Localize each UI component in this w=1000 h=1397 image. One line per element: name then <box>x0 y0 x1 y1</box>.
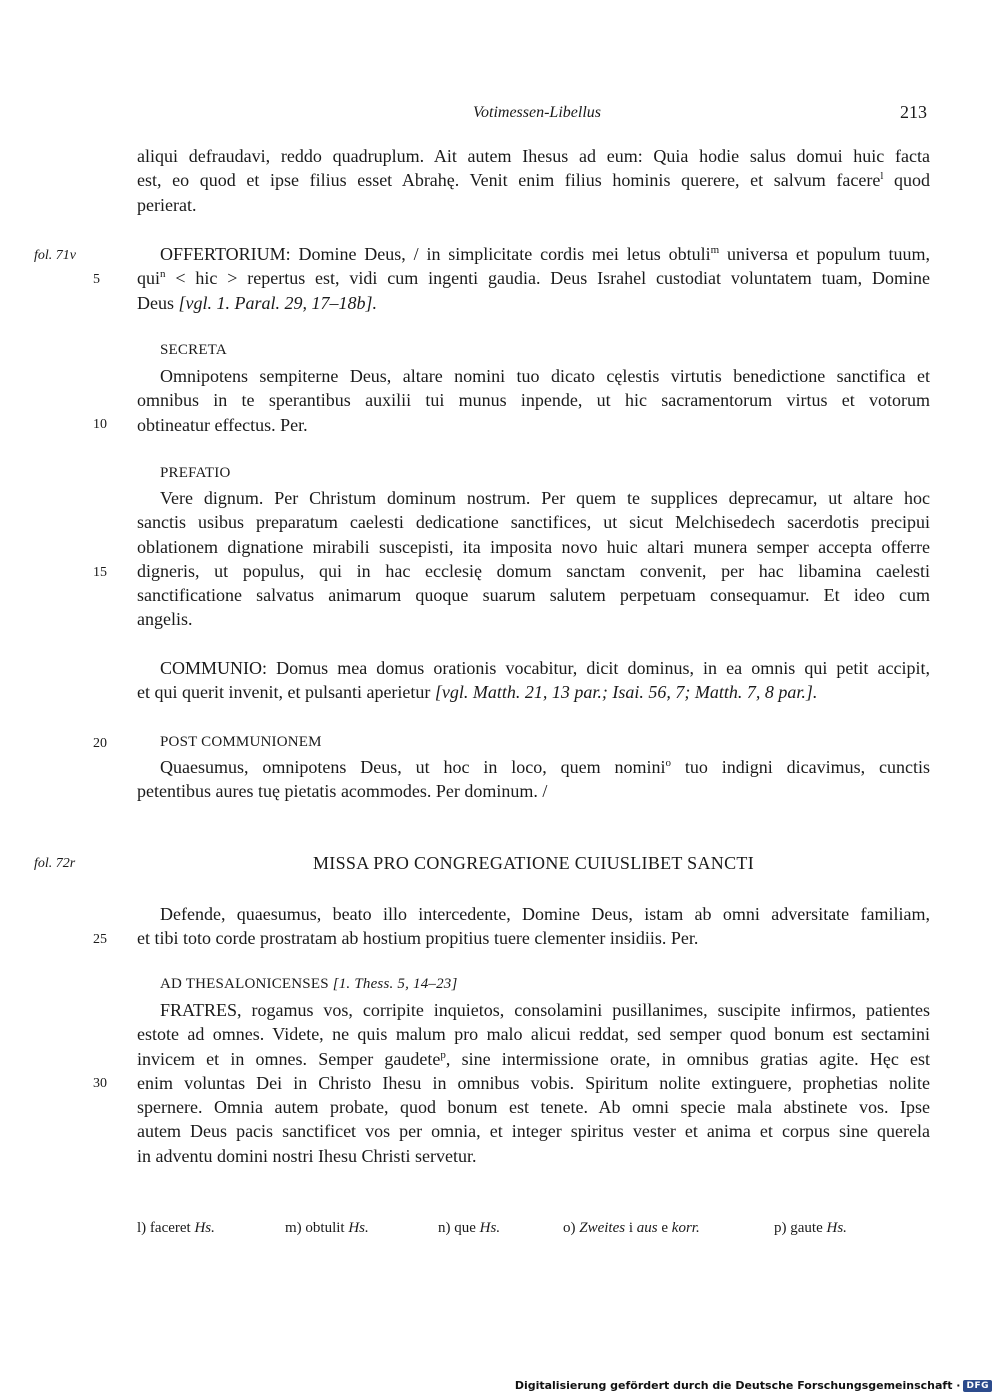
section-heading: SECRETA <box>160 342 227 358</box>
footnote-m: m) obtulit Hs. <box>285 1220 369 1236</box>
text-line: enim voluntas Dei in Christo Ihesu in omnibus vobis. Spiritum nolite extinguere, prophetias nolite <box>137 1072 930 1093</box>
footnote-marker: l <box>880 170 884 183</box>
text-line: OFFERTORIUM: Domine Deus, / in simplicitate cordis mei letus obtuli$^m$ universa et populum tuum, <box>160 244 930 264</box>
section-label: COMMUNIO <box>160 658 263 678</box>
text-line: perierat. <box>137 194 197 215</box>
scripture-reference: [vgl. Matth. 21, 13 par.; Isai. 56, 7; Matth. 7, 8 par.]. <box>434 682 818 703</box>
text-line: omnibus in te sperantibus auxilii tui munus inpende, ut hic sacramentorum virtus et votorum <box>137 390 930 411</box>
text-line: et tibi toto corde prostratam ab hostium propitius tuere clementer insidiis. Per. <box>137 928 699 949</box>
digitization-credit: Digitalisierung gefördert durch die Deutsche Forschungsgemeinschaft · DFG <box>515 1379 992 1392</box>
missa-paragraph <box>137 902 930 951</box>
text-line: Omnipotens sempiterne Deus, altare nomini tuo dicato cęlestis virtutis benedictione sanctifica et <box>160 366 930 386</box>
text-line: digneris, ut populus, qui in hac ecclesię domum sanctam convenit, per hac libamina caelesti <box>137 560 930 581</box>
line-number: 10 <box>93 417 107 432</box>
offertorium-paragraph <box>137 242 930 315</box>
text-line: invicem et in omnes. Semper gaudete$^p$, sine intermissione orate, in omnibus gratias agite. Hęc est <box>137 1048 931 1069</box>
text-line: sanctificatione salvatus animarum quoque suarum salutem perpetuam consequamur. Et ideo cum <box>137 585 930 606</box>
section-heading: AD THESALONICENSES [1. Thess. 5, 14–23] <box>160 976 458 992</box>
epistle-paragraph <box>137 998 930 1168</box>
line-number: 25 <box>93 932 107 947</box>
text-line: in adventu domini nostri Ihesu Christi servetur. <box>137 1145 477 1166</box>
footnote-marker: m <box>710 244 720 256</box>
folio-marker: fol. 71v <box>34 248 76 263</box>
footnote-l: l) faceret Hs. <box>137 1220 215 1236</box>
communio-paragraph <box>137 656 930 705</box>
text-line: angelis. <box>137 609 193 630</box>
text-line: Deus [vgl. 1. Paral. 29, 17–18b]. <box>137 292 378 313</box>
text-line: oblationem dignatione mirabili suscepisti, ita imposita novo huic altari munera semper accepta offerre <box>137 536 930 557</box>
footnote-marker: n <box>160 268 166 281</box>
text-line: autem Deus pacis sanctificet vos per omnia, et integer spiritus vester et anima et corpus sine querela <box>137 1121 930 1142</box>
section-label: OFFERTORIUM <box>160 244 286 264</box>
footnote-o: o) Zweites i aus e korr. <box>563 1220 700 1236</box>
intro-paragraph <box>137 144 930 217</box>
dfg-logo: DFG <box>963 1380 992 1392</box>
text-line: aliqui defraudavi, reddo quadruplum. Ait autem Ihesus ad eum: Quia hodie salus domui huic facta <box>137 146 930 166</box>
text-line: petentibus aures tuę pietatis acommodes. Per dominum. / <box>137 781 548 802</box>
text-line: estote ad omnes. Videte, ne quis malum pro malo alicui reddat, sed semper quod bonum est sectamini <box>137 1024 930 1045</box>
text-line: spernere. Omnia autem probate, quod bonum est tenete. Ab omni specie mala abstinete vos. Ipse <box>137 1097 930 1118</box>
section-label: FRATRES <box>160 1000 238 1020</box>
running-header-title: Votimessen-Libellus <box>473 104 601 121</box>
secreta-paragraph <box>137 364 930 437</box>
footnote-p: p) gaute Hs. <box>774 1220 847 1236</box>
folio-marker: fol. 72r <box>34 856 76 871</box>
mass-title: MISSA PRO CONGREGATIONE CUIUSLIBET SANCTI <box>312 853 754 873</box>
text-line: sanctis usibus preparatum caelesti dedicatione sanctifices, ut sicut Melchisedech sacerdotis precipui <box>137 512 930 533</box>
text-line: FRATRES, rogamus vos, corripite inquietos, consolamini pusillanimes, suscipite infirmos, patientes <box>160 1000 930 1020</box>
line-number: 30 <box>93 1076 107 1091</box>
text-line: obtineatur effectus. Per. <box>137 414 308 435</box>
footnote-marker: p <box>440 1048 446 1061</box>
text-line: COMMUNIO: Domus mea domus orationis vocabitur, dicit dominus, in ea omnis qui petit accipit, <box>160 658 930 678</box>
scripture-reference: [1. Thess. 5, 14–23] <box>328 976 458 992</box>
text-line: et qui querit invenit, et pulsanti aperietur [vgl. Matth. 21, 13 par.; Isai. 56, 7; Matth. 7, 8 par.]. <box>137 682 818 703</box>
line-number: 20 <box>93 736 107 751</box>
line-number: 15 <box>93 565 107 580</box>
footnote-marker: o <box>665 757 671 769</box>
section-heading: POST COMMUNIONEM <box>160 734 322 750</box>
scripture-reference: [vgl. 1. Paral. 29, 17–18b]. <box>178 292 378 313</box>
section-heading: PREFATIO <box>160 465 231 481</box>
line-number: 5 <box>93 272 100 287</box>
post-communionem-paragraph <box>137 755 930 804</box>
text-line: Defende, quaesumus, beato illo intercedente, Domine Deus, istam ab omni adversitate familiam, <box>160 904 930 924</box>
text-line: qui$^n$ < hic > repertus est, vidi cum ingenti gaudia. Deus Israhel custodiat voluntatem tuam, Domine <box>137 268 930 289</box>
text-line: est, eo quod et ipse filius esset Abrahę. Venit enim filius hominis querere, et salvum facere$^l$ quod <box>137 170 931 191</box>
page-number: 213 <box>900 102 927 122</box>
text-line: Quaesumus, omnipotens Deus, ut hoc in loco, quem nomini$^o$ tuo indigni dicavimus, cunctis <box>160 757 930 777</box>
footnote-n: n) que Hs. <box>438 1220 501 1236</box>
prefatio-paragraph <box>137 486 930 632</box>
text-line: Vere dignum. Per Christum dominum nostrum. Per quem te supplices deprecamur, ut altare hoc <box>160 488 930 508</box>
